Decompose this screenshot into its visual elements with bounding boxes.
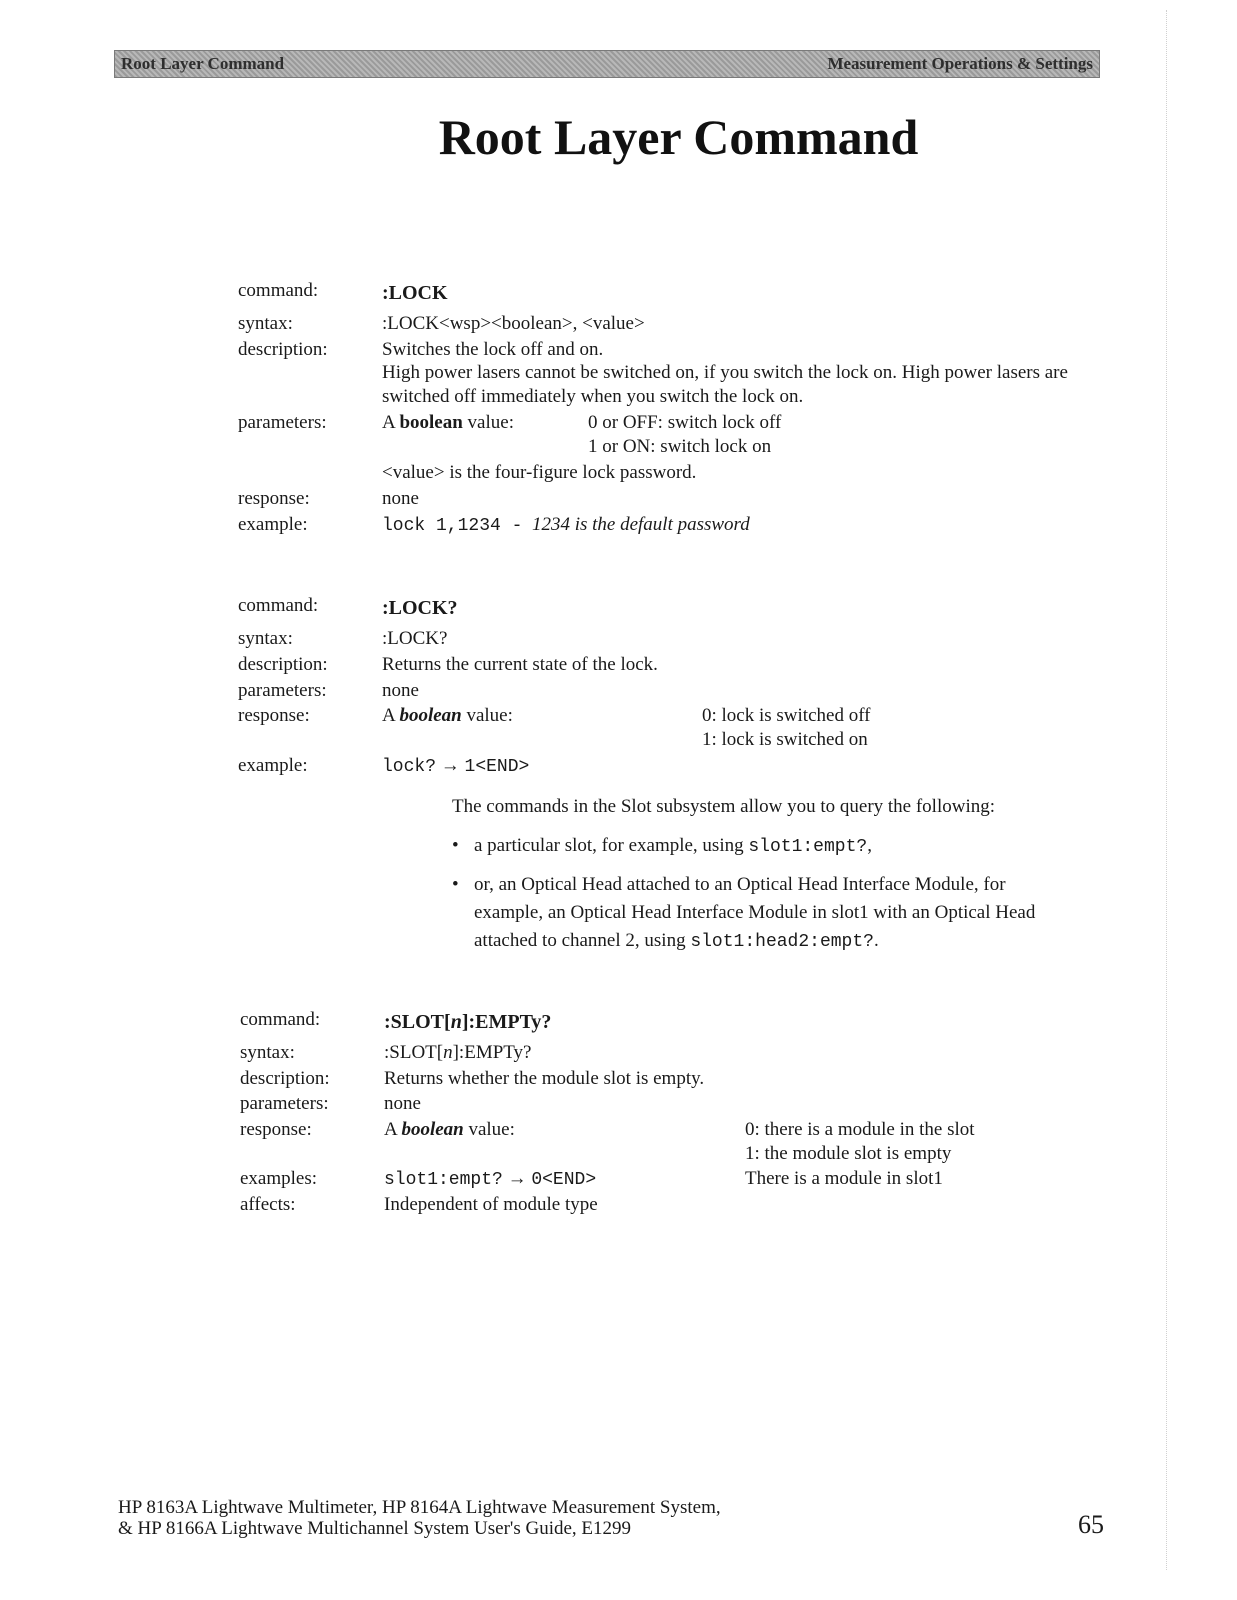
response-type: A boolean value:: [384, 1119, 515, 1140]
command-name: :LOCK?: [382, 597, 458, 619]
command-name: :SLOT[n]:EMPTy?: [384, 1011, 552, 1033]
example-note: There is a module in slot1: [745, 1168, 943, 1189]
parameter-value-on: 1 or ON: switch lock on: [588, 436, 772, 457]
syntax-text: :SLOT[n]:EMPTy?: [384, 1042, 532, 1063]
response-label: response:: [238, 705, 310, 726]
response-value-1: 1: the module slot is empty: [745, 1143, 952, 1164]
example-label: example:: [238, 514, 308, 535]
description-text: Returns the current state of the lock.: [382, 654, 658, 675]
description-label: description:: [238, 339, 328, 360]
syntax-label: syntax:: [240, 1042, 295, 1063]
description-text: High power lasers cannot be switched on, if you switch the lock on. High power lasers are: [382, 362, 1068, 383]
description-label: description:: [240, 1068, 330, 1089]
command-label: command:: [238, 595, 319, 616]
footer-line: & HP 8166A Lightwave Multichannel System User's Guide, E1299: [118, 1518, 632, 1539]
bullet-item-line: attached to channel 2, using slot1:head2:empt?.: [474, 930, 879, 952]
response-value-0: 0: lock is switched off: [702, 705, 871, 726]
parameter-type: A boolean value:: [382, 412, 514, 433]
intro-paragraph: The commands in the Slot subsystem allow you to query the following:: [452, 796, 996, 817]
syntax-text: :LOCK?: [382, 628, 448, 649]
examples-label: examples:: [240, 1168, 318, 1189]
running-header-left: Root Layer Command: [121, 54, 285, 73]
response-text: none: [382, 488, 419, 509]
bullet-item: a particular slot, for example, using slot1:empt?,: [474, 835, 872, 857]
running-header-right: Measurement Operations & Settings: [827, 54, 1093, 73]
bullet-item-line: example, an Optical Head Interface Module in slot1 with an Optical Head: [474, 902, 1036, 923]
page-title: Root Layer Command: [438, 109, 919, 165]
description-label: description:: [238, 654, 328, 675]
command-name: :LOCK: [382, 282, 448, 304]
bullet-icon: •: [452, 874, 459, 895]
description-text: Switches the lock off and on.: [382, 339, 604, 360]
scan-edge-line: [1166, 10, 1167, 1570]
command-label: command:: [240, 1009, 321, 1030]
parameters-label: parameters:: [238, 412, 327, 433]
page-number: 65: [1078, 1510, 1104, 1539]
syntax-label: syntax:: [238, 313, 293, 334]
parameters-label: parameters:: [238, 680, 327, 701]
example-text: lock 1,1234 - 1234 is the default password: [382, 514, 750, 536]
example-text: lock? → 1<END>: [382, 755, 530, 777]
description-text: Returns whether the module slot is empty.: [384, 1068, 705, 1089]
example-label: example:: [238, 755, 308, 776]
response-label: response:: [238, 488, 310, 509]
description-text: switched off immediately when you switch the lock on.: [382, 386, 804, 407]
bullet-item-line: or, an Optical Head attached to an Optical Head Interface Module, for: [474, 874, 1006, 895]
syntax-text: :LOCK<wsp><boolean>, <value>: [382, 313, 645, 334]
response-value-1: 1: lock is switched on: [702, 729, 868, 750]
parameter-value-off: 0 or OFF: switch lock off: [588, 412, 782, 433]
bullet-icon: •: [452, 835, 459, 856]
arrow-icon: →: [440, 755, 460, 776]
running-header-bar: [114, 50, 1100, 78]
footer-line: HP 8163A Lightwave Multimeter, HP 8164A Lightwave Measurement System,: [118, 1497, 721, 1518]
syntax-label: syntax:: [238, 628, 293, 649]
parameters-text: none: [382, 680, 419, 701]
response-value-0: 0: there is a module in the slot: [745, 1119, 975, 1140]
arrow-icon: →: [507, 1168, 527, 1189]
parameter-password: <value> is the four-figure lock password.: [382, 462, 697, 483]
affects-label: affects:: [240, 1194, 296, 1215]
response-type: A boolean value:: [382, 705, 513, 726]
example-text: slot1:empt? → 0<END>: [384, 1168, 597, 1190]
parameters-label: parameters:: [240, 1093, 329, 1114]
parameters-text: none: [384, 1093, 421, 1114]
command-label: command:: [238, 280, 319, 301]
response-label: response:: [240, 1119, 312, 1140]
affects-text: Independent of module type: [384, 1194, 598, 1215]
